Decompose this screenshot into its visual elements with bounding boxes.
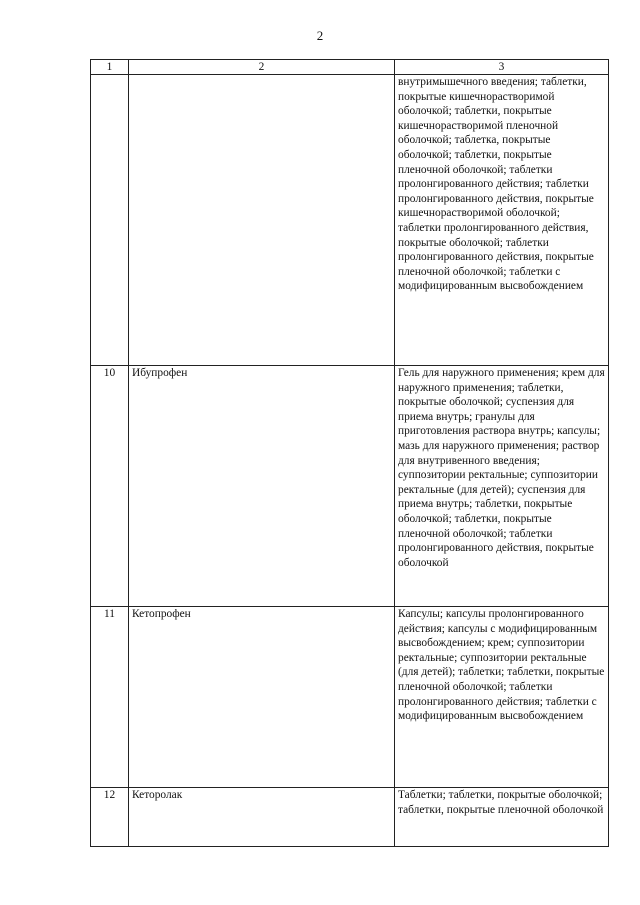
table-header-row [91,60,609,75]
dosage-forms: Капсулы; капсулы пролонгированного действия; капсулы с модифицированным высвобождением; крем; суппозитории ректальные; суппозитории ректальные (для детей); таблетки; таблетки, покрытые пленочной оболочкой; таблетки пролонгированного действия; таблетки с модифицированным высвобождением [395,607,609,788]
drug-name: Кетопрофен [129,607,395,788]
row-number: 12 [91,788,129,847]
row-number: 11 [91,607,129,788]
dosage-forms: Таблетки; таблетки, покрытые оболочкой; таблетки, покрытые пленочной оболочкой [395,788,609,847]
medications-table [90,59,609,847]
drug-name: Ибупрофен [129,366,395,607]
drug-name [129,75,395,366]
drug-name: Кеторолак [129,788,395,847]
page-number: 2 [316,28,324,43]
column-header-name: 2 [129,60,395,75]
table-row [91,366,609,607]
table-row [91,607,609,788]
column-header-number: 1 [91,60,129,75]
row-number: 10 [91,366,129,607]
table-row [91,788,609,847]
column-header-forms: 3 [395,60,609,75]
table-row [91,75,609,366]
dosage-forms: внутримышечного введения; таблетки, покрытые кишечнорастворимой оболочкой; таблетки, покрытые кишечнорастворимой пленочной оболочкой; таблетка, покрытые оболочкой; таблетки, покрытые пленочной оболочкой; таблетки пролонгированного действия; таблетки пролонгированного действия, покрытые кишечнорастворимой оболочкой; таблетки пролонгированного действия, покрытые оболочкой; таблетки пролонгированного действия, покрытые пленочной оболочкой; таблетки с модифицированным высвобождением [395,75,609,366]
row-number [91,75,129,366]
dosage-forms: Гель для наружного применения; крем для наружного применения; таблетки, покрытые оболочкой; суспензия для приема внутрь; гранулы для приготовления раствора внутрь; капсулы; мазь для наружного применения; раствор для внутривенного введения; суппозитории ректальные; суппозитории ректальные (для детей); суспензия для приема внутрь; таблетки, покрытые оболочкой; таблетки, покрытые пленочной оболочкой; таблетки пролонгированного действия, покрытые оболочкой [395,366,609,607]
